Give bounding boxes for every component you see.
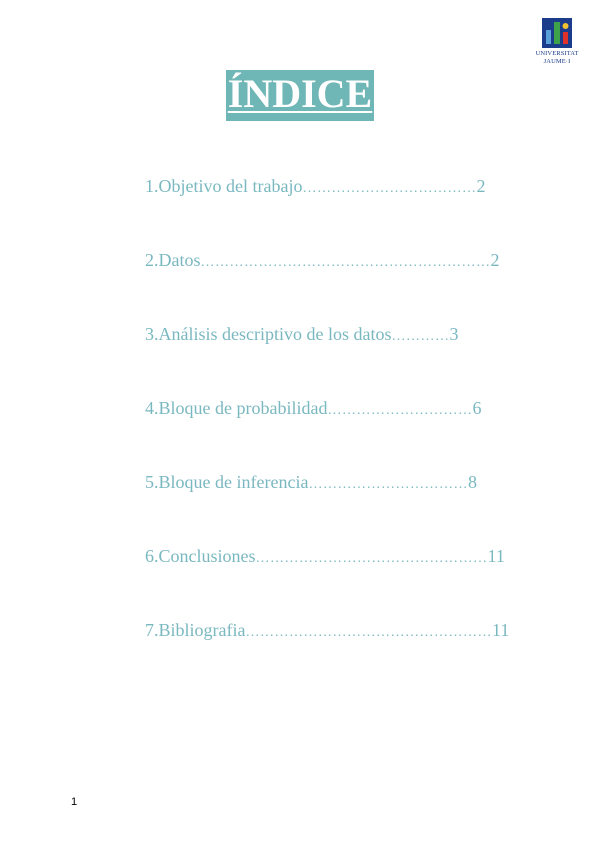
toc-entry-label: 4.Bloque de probabilidad xyxy=(145,398,328,418)
toc-entry-page: 2 xyxy=(476,176,486,196)
toc-entry-page: 2 xyxy=(490,250,500,270)
logo-line-2: JAUME·I xyxy=(543,58,571,65)
page-number: 1 xyxy=(71,796,78,808)
logo-line-1: UNIVERSITAT xyxy=(535,50,579,57)
toc-entry-label: 7.Bibliografia xyxy=(145,620,246,640)
page-title: ÍNDICE xyxy=(226,70,374,121)
toc-entry-page: 11 xyxy=(487,546,505,566)
toc-entry-page: 11 xyxy=(491,620,510,640)
toc-entry-page: 8 xyxy=(467,472,477,492)
toc-entry-leader: ………… xyxy=(391,329,450,344)
university-logo xyxy=(531,18,583,70)
toc-entry-leader: …………………………………………… xyxy=(245,625,492,640)
university-logo-text xyxy=(531,50,583,66)
toc-entry[interactable] xyxy=(145,172,505,246)
toc-entry-label: 3.Análisis descriptivo de los datos xyxy=(145,324,392,344)
toc-entry-label: 5.Bloque de inferencia xyxy=(145,472,309,492)
table-of-contents xyxy=(145,172,510,690)
toc-entry-label: 2.Datos xyxy=(145,250,201,270)
toc-entry-label: 6.Conclusiones xyxy=(145,546,256,566)
toc-entry[interactable] xyxy=(145,542,505,616)
toc-entry-label: 1.Objetivo del trabajo xyxy=(145,176,303,196)
toc-entry[interactable] xyxy=(145,320,505,394)
toc-entry[interactable] xyxy=(145,468,505,542)
toc-entry-leader: ………………………………………… xyxy=(255,551,488,566)
university-logo-mark-icon xyxy=(542,18,572,48)
toc-entry[interactable] xyxy=(145,616,510,690)
toc-entry-leader: ………………………… xyxy=(327,403,473,418)
toc-entry-leader: …………………………… xyxy=(308,477,468,492)
title-container xyxy=(0,70,600,121)
toc-entry[interactable] xyxy=(145,394,505,468)
toc-entry[interactable] xyxy=(145,246,505,320)
toc-entry-leader: …………………………………………………… xyxy=(200,255,491,270)
toc-entry-page: 6 xyxy=(472,398,482,418)
toc-entry-page: 3 xyxy=(449,324,459,344)
toc-entry-leader: ……………………………… xyxy=(302,181,477,196)
